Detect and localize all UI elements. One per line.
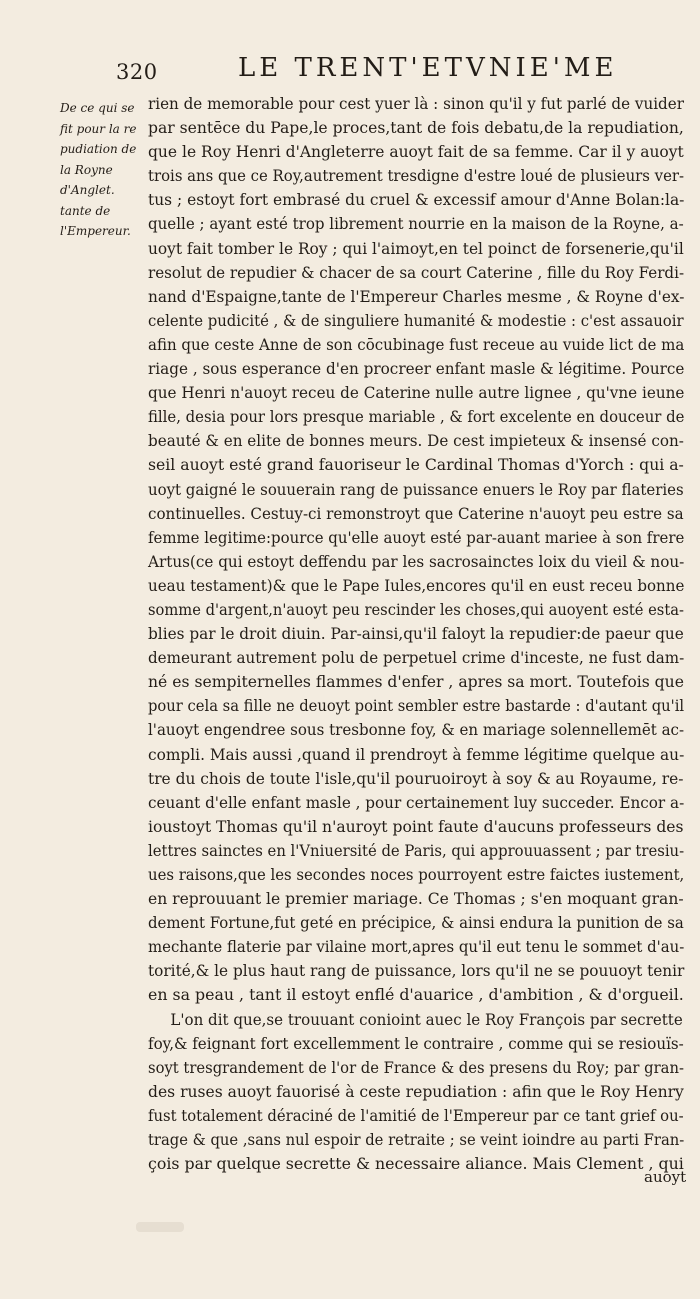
text-line: blies par le droit diuin. Par-ainsi,qu'il faloyt la repudier:de paeur que <box>148 624 684 644</box>
text-line: que le Roy Henri d'Angleterre auoyt fait de sa femme. Car il y auoyt <box>148 142 684 162</box>
text-line: ueau testament)& que le Pape Iules,encores qu'il en eust receu bonne <box>148 575 685 595</box>
text-line: en sa peau , tant il estoyt enflé d'auarice , d'ambition , & d'orgueil. <box>148 985 684 1005</box>
margin-note-line: pudiation de <box>60 142 137 156</box>
text-line: riage , sous esperance d'en procreer enfant masle & légitime. Pource <box>148 359 685 379</box>
catchword: auoyt <box>644 1168 687 1186</box>
running-head: LE TRENT'ETVNIE'ME <box>238 53 618 83</box>
text-line: en reprouuant le premier mariage. Ce Thomas ; s'en moquant gran- <box>148 889 684 909</box>
text-line: tus ; estoyt fort embrasé du cruel & excessif amour d'Anne Bolan:la- <box>148 190 685 210</box>
margin-note-line: la Royne <box>60 162 113 177</box>
text-line: lettres sainctes en l'Vniuersité de Paris, qui approuuassent ; par tresiu- <box>148 840 685 860</box>
text-line: trage & que ,sans nul espoir de retraite ; se veint ioindre au parti Fran- <box>148 1130 685 1150</box>
text-line: beauté & en elite de bonnes meurs. De cest impieteux & insensé con- <box>148 431 684 451</box>
margin-note-line: fit pour la re <box>60 121 137 136</box>
text-line: compli. Mais aussi ,quand il prendroyt à femme légitime quelque au- <box>148 744 685 764</box>
page-number: 320 <box>116 60 158 84</box>
text-line: femme legitime:pource qu'elle auoyt esté par-auant mariee à son frere <box>148 527 685 547</box>
text-line: tre du chois de toute l'isle,qu'il pouruoiroyt à soy & au Royaume, re- <box>148 768 684 788</box>
text-line: né es sempiternelles flammes d'enfer , apres sa mort. Toutefois que <box>148 672 684 692</box>
text-line: continuelles. Cestuy-ci remonstroyt que Caterine n'auoyt peu estre sa <box>148 503 684 523</box>
text-line: foy,& feignant fort excellemment le contraire , comme qui se resiouïs- <box>148 1033 684 1053</box>
text-line: quelle ; ayant esté trop librement nourrie en la maison de la Royne, a- <box>148 214 684 234</box>
text-line: par sentēce du Pape,le proces,tant de fois debatu,de la repudiation, <box>148 118 684 138</box>
text-line: demeurant autrement polu de perpetuel crime d'inceste, ne fust dam- <box>148 648 685 668</box>
text-line: uoyt gaigné le souuerain rang de puissance enuers le Roy par flateries <box>148 479 684 499</box>
text-line: nand d'Espaigne,tante de l'Empereur Charles mesme , & Royne d'ex- <box>148 286 685 306</box>
text-line: uoyt fait tomber le Roy ; qui l'aimoyt,en tel poinct de forsenerie,qu'il <box>148 238 684 258</box>
text-line: fille, desia pour lors presque mariable , & fort excelente en douceur de <box>148 407 685 427</box>
paragraph-start-line: L'on dit que,se trouuant conioint auec le Roy François par secrette <box>170 1009 683 1029</box>
text-line: resolut de repudier & chacer de sa court Caterine , fille du Roy Ferdi- <box>148 262 685 282</box>
text-line: seil auoyt esté grand fauoriseur le Cardinal Thomas d'Yorch : qui a- <box>148 455 684 475</box>
text-line: rien de memorable pour cest yuer là : sinon qu'il y fut parlé de vuider <box>148 94 684 113</box>
text-line: Artus(ce qui estoyt deffendu par les sacrosainctes loix du vieil & nou- <box>148 551 685 571</box>
ink-show-through <box>136 1222 184 1232</box>
margin-note-line: l'Empereur. <box>60 224 131 238</box>
text-line: que Henri n'auoyt receu de Caterine nulle autre lignee , qu'vne ieune <box>148 383 685 403</box>
text-line: çois par quelque secrette & necessaire aliance. Mais Clement , qui <box>148 1154 684 1174</box>
text-line: des ruses auoyt fauorisé à ceste repudiation : afin que le Roy Henry <box>148 1081 684 1101</box>
text-line: ues raisons,que les secondes noces pourroyent estre faictes iustement, <box>148 865 685 884</box>
text-line: dement Fortune,fut geté en précipice, & ainsi endura la punition de sa <box>148 913 684 933</box>
text-line: ioustoyt Thomas qu'il n'auroyt point faute d'aucuns professeurs des <box>148 816 684 836</box>
text-line: l'auoyt engendree sous tresbonne foy, & en mariage solennellemēt ac- <box>148 720 685 740</box>
margin-note-line: d'Anglet. <box>60 183 115 197</box>
text-line: somme d'argent,n'auoyt peu rescinder les choses,qui auoyent esté esta- <box>148 599 684 619</box>
text-line: torité,& le plus haut rang de puissance, lors qu'il ne se pouuoyt tenir <box>148 961 685 981</box>
text-line: ceuant d'elle enfant masle , pour certainement luy succeder. Encor a- <box>148 792 685 812</box>
text-line: pour cela sa fille ne deuoyt point sembler estre bastarde : d'autant qu'il <box>148 696 685 716</box>
text-line: fust totalement déraciné de l'amitié de l'Empereur par ce tant grief ou- <box>148 1105 684 1125</box>
text-line: trois ans que ce Roy,autrement tresdigne d'estre loué de plusieurs ver- <box>148 166 685 186</box>
text-line: soyt tresgrandement de l'or de France & des presens du Roy; par gran- <box>148 1057 684 1077</box>
text-line: afin que ceste Anne de son cōcubinage fust receue au vuide lict de ma <box>148 334 685 354</box>
margin-note-line: tante de <box>60 203 111 218</box>
margin-note <box>60 98 144 242</box>
margin-note-line: De ce qui se <box>60 101 135 115</box>
text-line: mechante flaterie par vilaine mort,apres qu'il eut tenu le sommet d'au- <box>148 937 685 957</box>
body-text <box>148 92 684 1176</box>
text-line: celente pudicité , & de singuliere humanité & modestie : c'est assauoir <box>148 310 684 330</box>
